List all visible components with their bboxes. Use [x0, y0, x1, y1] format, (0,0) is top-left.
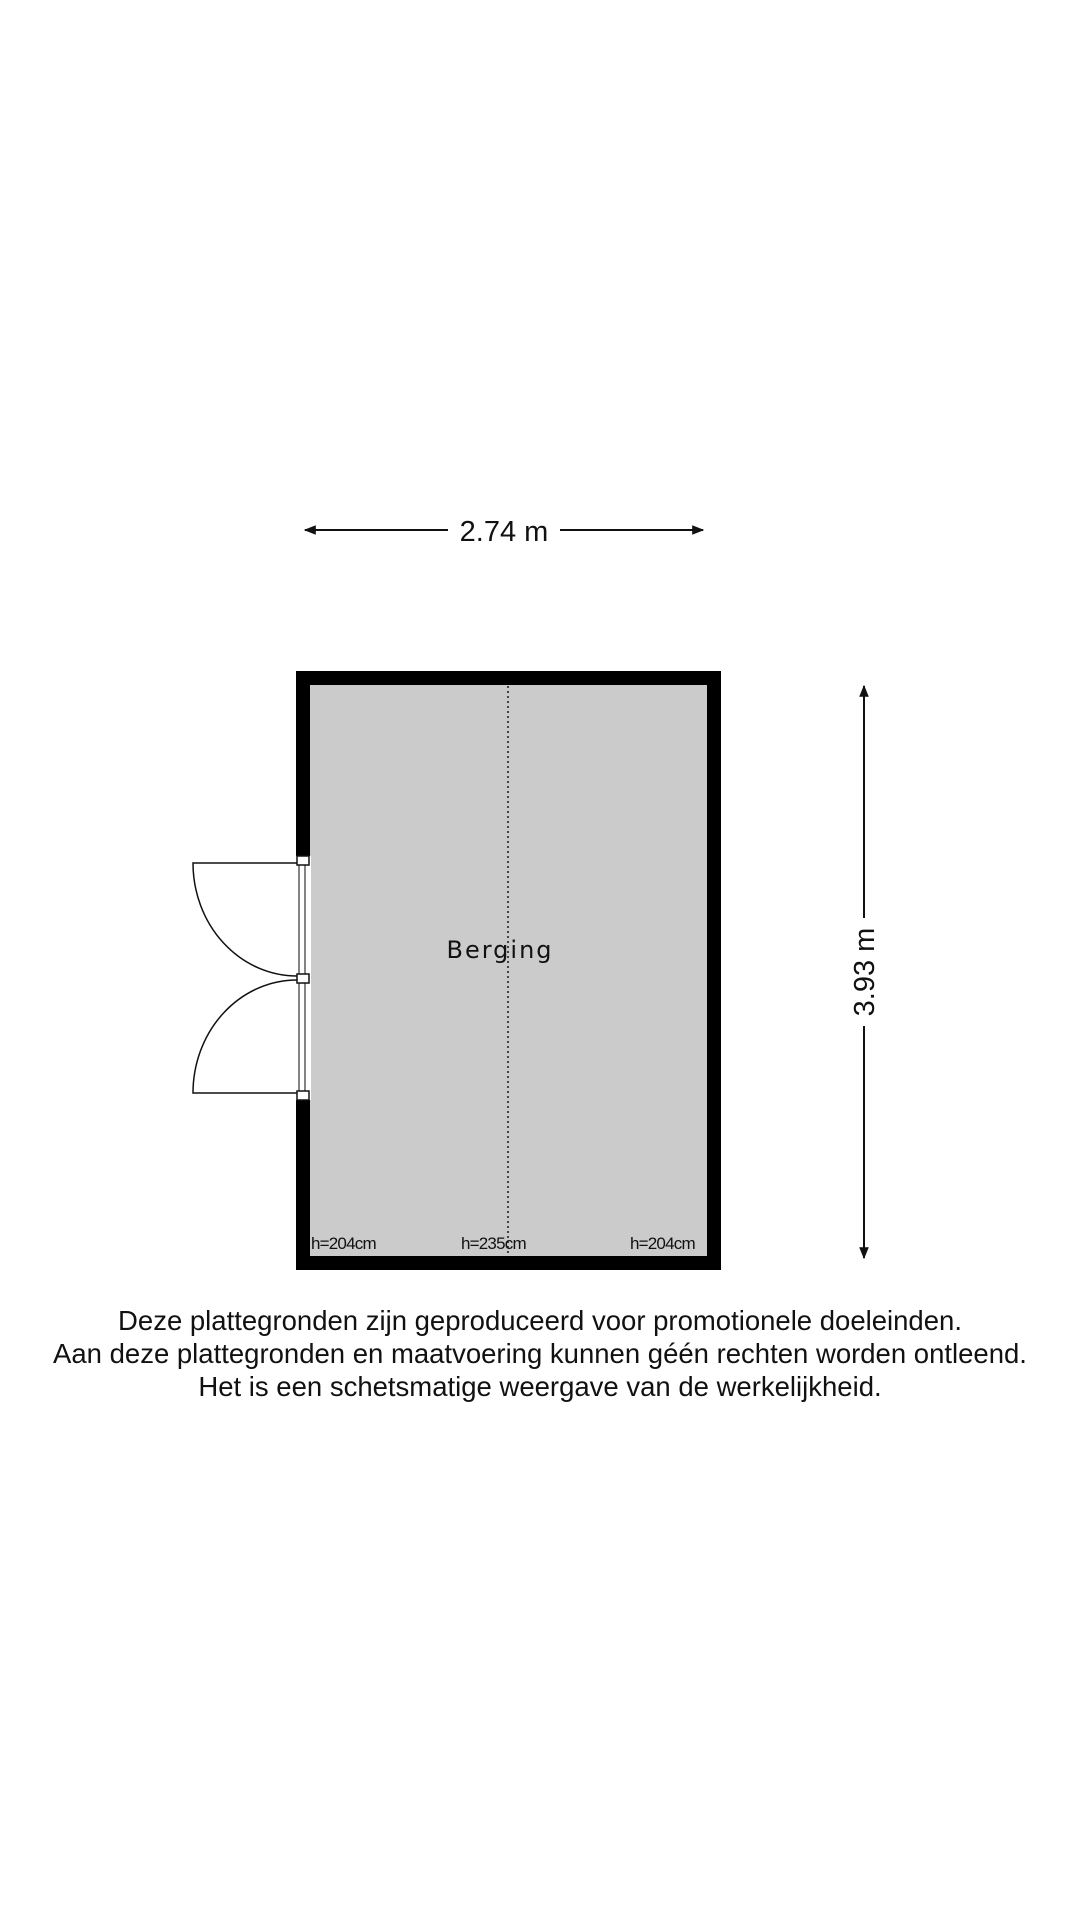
width-dimension [305, 516, 703, 548]
ceiling-height-right: h=204cm [630, 1234, 695, 1253]
room-name-label: Berging [446, 936, 554, 964]
door-jamb-bottom [297, 1091, 309, 1100]
height-dimension [849, 686, 881, 1258]
ceiling-height-center: h=235cm [461, 1234, 526, 1253]
ceiling-height-left: h=204cm [311, 1234, 376, 1253]
disclaimer-line-1: Deze plattegronden zijn geproduceerd voor promotionele doeleinden. [118, 1305, 962, 1336]
height-dimension-label: 3.93 m [849, 927, 881, 1017]
disclaimer-line-2: Aan deze plattegronden en maatvoering kunnen géén rechten worden ontleend. [53, 1338, 1027, 1369]
room-floor [310, 685, 707, 1256]
disclaimer-line-3: Het is een schetsmatige weergave van de werkelijkheid. [198, 1371, 882, 1402]
double-door [193, 856, 311, 1100]
disclaimer [0, 1304, 1080, 1403]
door-leaf-lower [193, 980, 297, 1093]
door-leaf-upper [193, 863, 297, 976]
door-jamb-top [297, 856, 309, 865]
door-jamb-middle [297, 974, 309, 983]
room-berging [296, 671, 721, 1270]
width-dimension-label: 2.74 m [459, 516, 549, 548]
